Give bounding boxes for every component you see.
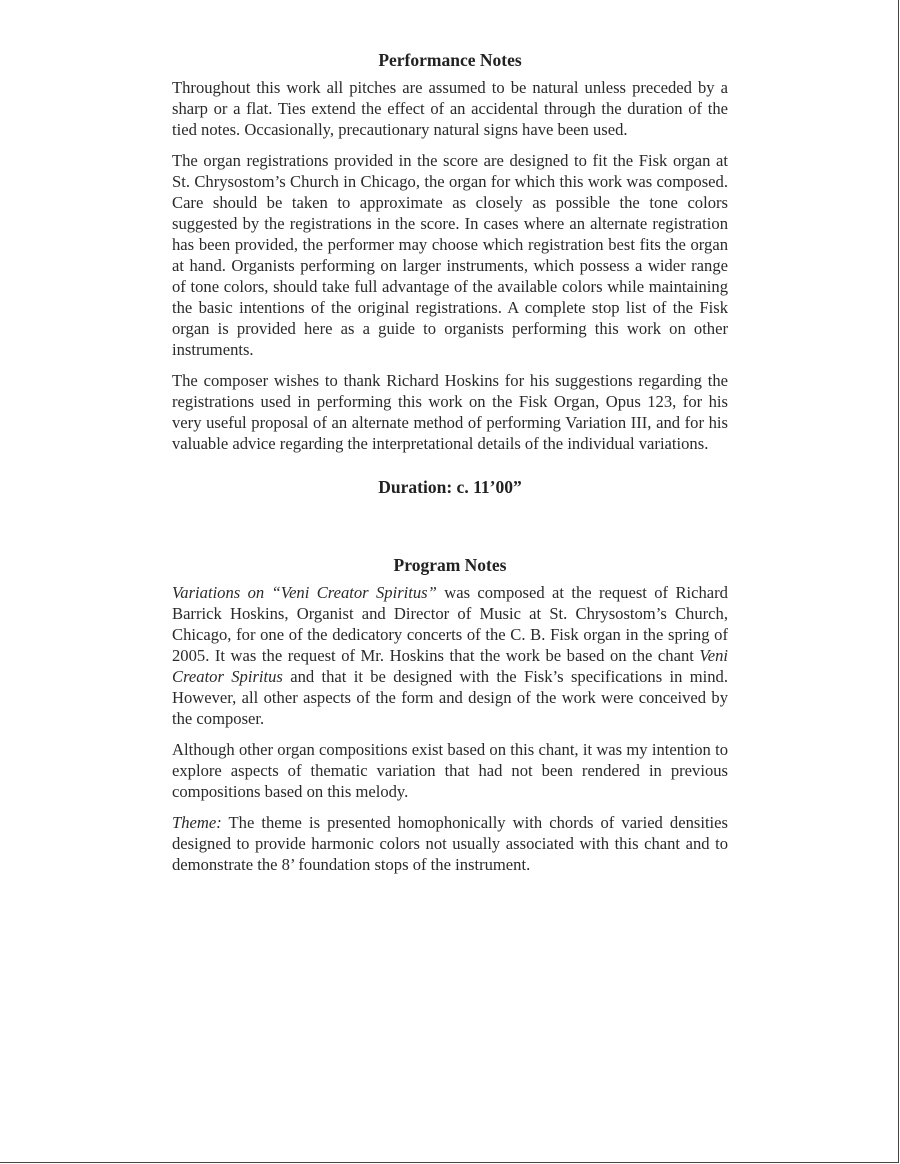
work-title-italic: Variations on “Veni Creator Spiritus” — [172, 583, 437, 602]
program-notes-paragraph-1 — [172, 582, 728, 729]
performance-notes-paragraph-1: Throughout this work all pitches are assumed to be natural unless preceded by a sharp or a flat. Ties extend the effect of an accidental through the duration of the tied notes. Occasionally, precautionary natural signs have been used. — [172, 78, 728, 139]
program-notes-paragraph-2: Although other organ compositions exist based on this chant, it was my intention to explore aspects of thematic variation that had not been rendered in previous compositions based on this melody. — [172, 740, 728, 801]
performance-notes-heading: Performance Notes — [378, 50, 522, 70]
program-notes-paragraph-3 — [172, 812, 728, 875]
chant-title-italic: Veni Creator Spiritus — [172, 646, 728, 686]
performance-notes-paragraph-3: The composer wishes to thank Richard Hoskins for his suggestions regarding the registrations used in performing this work on the Fisk Organ, Opus 123, for his very useful proposal of an alternate method of performing Variation III, and for his valuable advice regarding the interpretational details of the individual variations. — [172, 371, 728, 453]
theme-label-italic: Theme: — [172, 813, 222, 832]
program-notes-paragraph-1-text-a: was composed at the request of Richard Barrick Hoskins, Organist and Director of Music at St. Chrysostom’s Church, Chicago, for one of the dedicatory concerts of the C. B. Fisk organ in the spring of 2005. It was the request of Mr. Hoskins that the work be based on the chant — [172, 583, 728, 665]
duration-line: Duration: c. 11’00” — [378, 477, 522, 497]
program-notes-heading: Program Notes — [393, 555, 507, 575]
theme-description: The theme is presented homophonically with chords of varied densities designed to provide harmonic colors not usually associated with this chant and to demonstrate the 8’ foundation stops of the instrument. — [172, 813, 728, 874]
performance-notes-paragraph-2: The organ registrations provided in the score are designed to fit the Fisk organ at St. Chrysostom’s Church in Chicago, the organ for which this work was composed. Care should be taken to approximate as closely as possible the tone colors suggested by the registrations in the score. In cases where an alternate registration has been provided, the performer may choose which registration best fits the organ at hand. Organists performing on larger instruments, which possess a wider range of tone colors, should take full advantage of the available colors while maintaining the basic intentions of the original registrations. A complete stop list of the Fisk organ is provided here as a guide to organists performing this work on other instruments. — [172, 151, 728, 359]
program-notes-paragraph-1-text-b: and that it be designed with the Fisk’s specifications in mind. However, all other aspects of the form and design of the work were conceived by the composer. — [172, 667, 728, 728]
page-content — [172, 47, 728, 875]
